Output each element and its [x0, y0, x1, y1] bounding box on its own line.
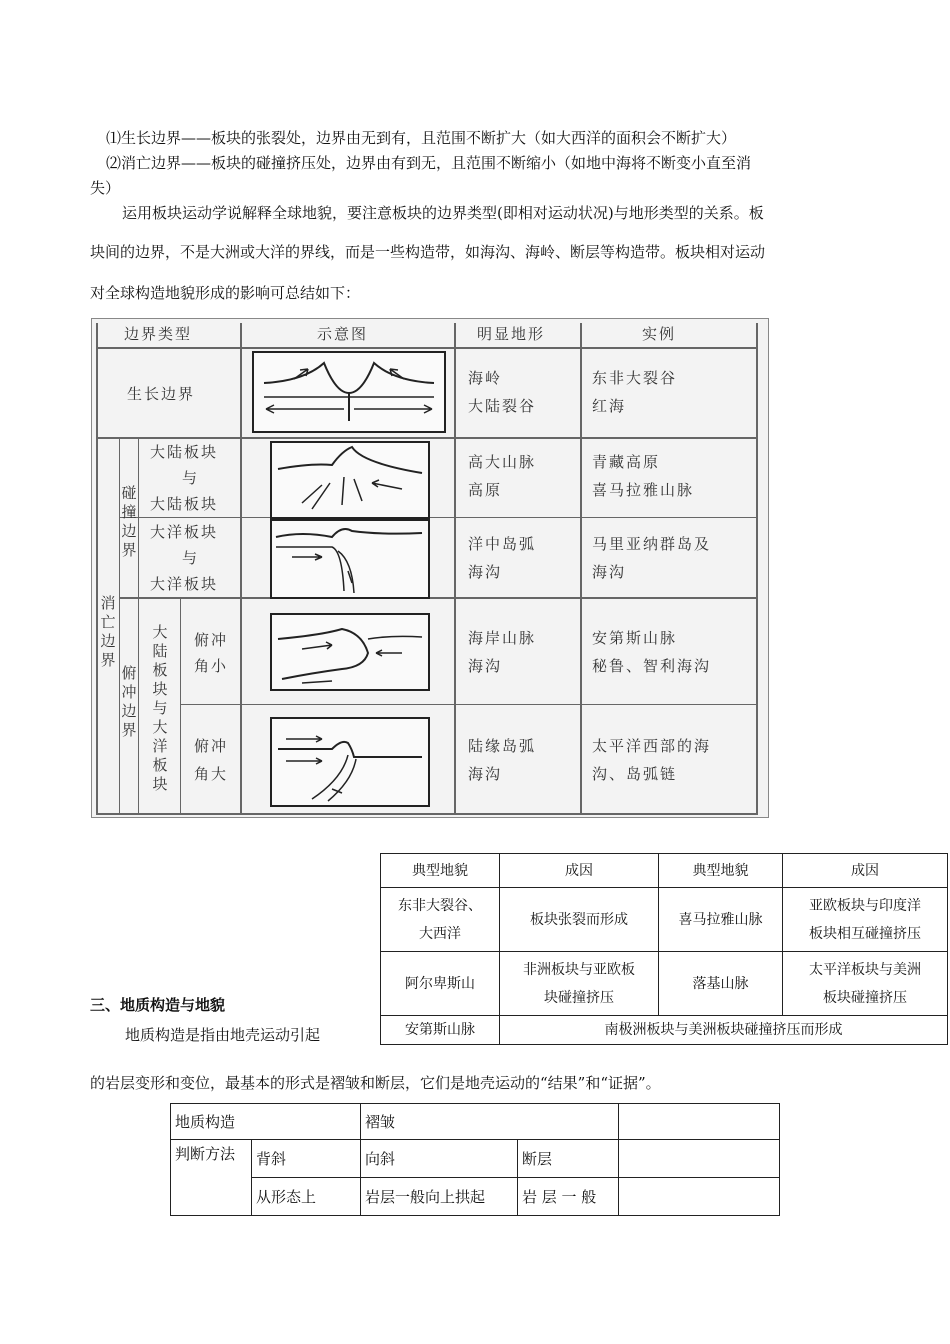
growth-boundary-label: 生长边界	[127, 385, 196, 403]
lf-r3-c1: 安第斯山脉	[381, 1016, 500, 1045]
row1-type-2: 与	[182, 469, 200, 487]
paragraph-growth-boundary: ⑴生长边界——板块的张裂处，边界由无到有，且范围不断扩大（如大西洋的面积会不断扩大）	[106, 129, 737, 147]
row4-landform-2: 海沟	[468, 765, 503, 783]
lf-r1-c1: 东非大裂谷、 大西洋	[381, 888, 500, 952]
growth-landform-2: 大陆裂谷	[468, 397, 537, 415]
row3-type-2: 角小	[194, 657, 229, 675]
collide-boundary-label: 碰 撞 边 界	[121, 484, 137, 559]
section-3-title: 三、地质构造与地貌	[90, 996, 226, 1014]
lf-r1-c2: 板块张裂而形成	[500, 888, 659, 952]
st-r2-c2: 背斜	[252, 1140, 361, 1178]
growth-landform-1: 海岭	[468, 369, 503, 387]
row3-landform-1: 海岸山脉	[468, 629, 537, 647]
section-3-line-1: 地质构造是指由地壳运动引起	[125, 1026, 321, 1044]
growth-example-2: 红海	[592, 397, 627, 415]
paragraph-explain-1: 运用板块运动学说解释全球地貌，要注意板块的边界类型(即相对运动状况)与地形类型的关系。板	[122, 204, 764, 222]
row1-landform-2: 高原	[468, 481, 503, 499]
geologic-structure-table	[170, 1103, 780, 1216]
row1-example-2: 喜马拉雅山脉	[592, 481, 695, 499]
paragraph-explain-2: 块间的边界，不是大洲或大洋的界线，而是一些构造带，如海沟、海岭、断层等构造带。板块相对运动	[90, 243, 766, 261]
row4-landform-1: 陆缘岛弧	[468, 737, 537, 755]
header-example: 实例	[642, 325, 677, 343]
header-diagram: 示意图	[317, 325, 369, 343]
lf-r2-c1: 阿尔卑斯山	[381, 952, 500, 1016]
st-r3-c3: 岩 层 一 般	[518, 1178, 619, 1216]
st-r2-c3: 向斜	[361, 1140, 518, 1178]
diagram-subduct-small	[270, 613, 430, 691]
subduct-boundary-label: 俯 冲 边 界	[121, 664, 137, 739]
row2-type-3: 大洋板块	[150, 575, 219, 593]
st-r1-c2: 褶皱	[361, 1104, 619, 1140]
paragraph-explain-3: 对全球构造地貌形成的影响可总结如下：	[90, 284, 361, 302]
diagram-continent-continent	[270, 441, 430, 519]
lf-r2-c3: 落基山脉	[659, 952, 783, 1016]
lf-header-2: 成因	[500, 854, 659, 888]
lf-r2-c2: 非洲板块与亚欧板 块碰撞挤压	[500, 952, 659, 1016]
row3-type-1: 俯冲	[194, 631, 229, 649]
lf-r2-c4: 太平洋板块与美洲 板块碰撞挤压	[783, 952, 948, 1016]
row4-type-1: 俯冲	[194, 737, 229, 755]
lf-r1-c4: 亚欧板块与印度洋 板块相互碰撞挤压	[783, 888, 948, 952]
consume-boundary-label: 消 亡 边 界	[100, 594, 116, 669]
row4-example-2: 沟、岛弧链	[592, 765, 678, 783]
row4-type-2: 角大	[194, 765, 229, 783]
row3-example-1: 安第斯山脉	[592, 629, 678, 647]
st-r2-c5	[619, 1140, 780, 1178]
row3-landform-2: 海沟	[468, 657, 503, 675]
st-r1-c1: 地质构造	[171, 1104, 361, 1140]
paragraph-consume-boundary: ⑵消亡边界——板块的碰撞挤压处，边界由有到无，且范围不断缩小（如地中海将不断变小直至消	[106, 154, 752, 172]
st-r2-c1: 判断方法	[171, 1140, 252, 1216]
lf-header-3: 典型地貌	[659, 854, 783, 888]
st-r1-c3	[619, 1104, 780, 1140]
landform-cause-table	[380, 853, 948, 1045]
paragraph-consume-boundary-cont: 失）	[90, 179, 121, 197]
lf-r1-c3: 喜马拉雅山脉	[659, 888, 783, 952]
growth-example-1: 东非大裂谷	[592, 369, 678, 387]
header-boundary-type: 边界类型	[124, 325, 193, 343]
st-r3-c4	[619, 1178, 780, 1216]
row2-type-2: 与	[182, 549, 200, 567]
lf-r3-c2: 南极洲板块与美洲板块碰撞挤压而形成	[500, 1016, 948, 1045]
row2-landform-1: 洋中岛弧	[468, 535, 537, 553]
st-r2-c4: 断层	[518, 1140, 619, 1178]
diagram-subduct-large	[270, 717, 430, 807]
header-landform: 明显地形	[477, 325, 546, 343]
row1-landform-1: 高大山脉	[468, 453, 537, 471]
row2-type-1: 大洋板块	[150, 523, 219, 541]
lf-header-1: 典型地貌	[381, 854, 500, 888]
row2-example-1: 马里亚纳群岛及	[592, 535, 712, 553]
row1-example-1: 青藏高原	[592, 453, 661, 471]
diagram-growth	[252, 351, 446, 433]
st-r3-c2: 岩层一般向上拱起	[361, 1178, 518, 1216]
st-r3-c1: 从形态上	[252, 1178, 361, 1216]
diagram-ocean-ocean	[270, 519, 430, 599]
row2-example-2: 海沟	[592, 563, 627, 581]
row4-example-1: 太平洋西部的海	[592, 737, 712, 755]
row1-type-1: 大陆板块	[150, 443, 219, 461]
row3-example-2: 秘鲁、智利海沟	[592, 657, 712, 675]
plate-boundary-table	[91, 318, 769, 818]
row2-landform-2: 海沟	[468, 563, 503, 581]
lf-header-4: 成因	[783, 854, 948, 888]
continent-ocean-label: 大 陆 板 块 与 大 洋 板 块	[152, 623, 168, 793]
section-3-line-2: 的岩层变形和变位，最基本的形式是褶皱和断层，它们是地壳运动的“结果”和“证据”。	[90, 1074, 661, 1092]
row1-type-3: 大陆板块	[150, 495, 219, 513]
